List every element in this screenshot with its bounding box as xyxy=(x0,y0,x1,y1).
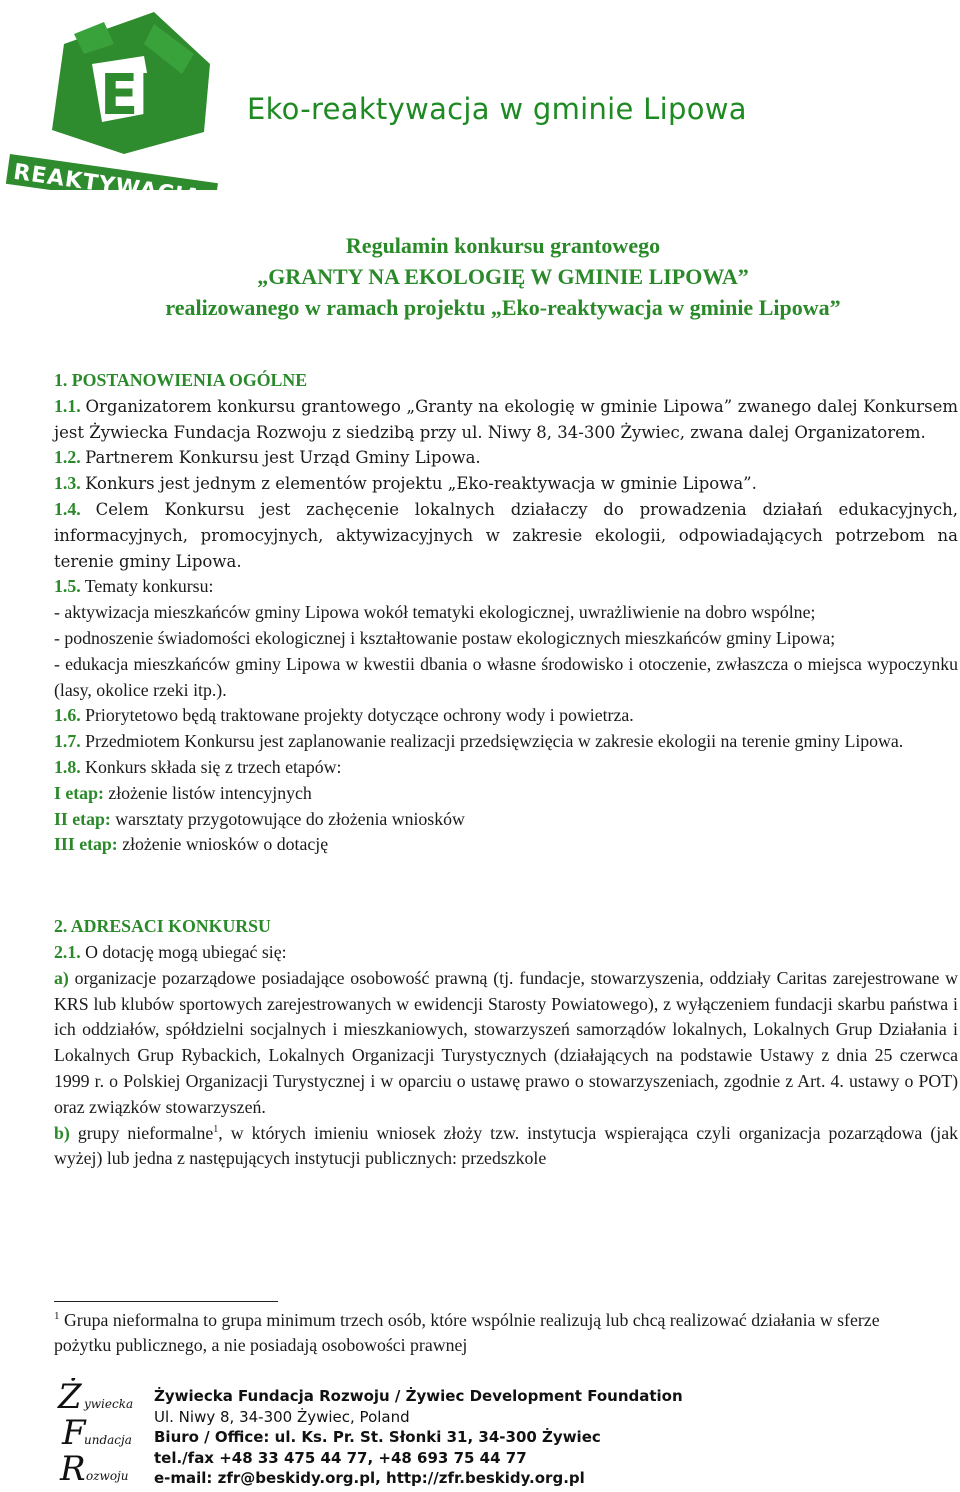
applicant-b: b) grupy nieformalne$^1$, w których imieniu wniosek złoży tzw. instytucja wspierająca czyli organizacja pozarządowa (jak wyżej) lub jedna z następujących instytucji publicznych: przedszkole xyxy=(54,1122,958,1169)
logo-letter: F xyxy=(62,1413,86,1453)
logo-word: undacja xyxy=(84,1433,132,1447)
footer-contact xyxy=(154,1386,683,1489)
logo-letter: Ż xyxy=(58,1378,82,1417)
topic-item-2: - podnoszenie świadomości ekologicznej i kształtowanie postaw ekologicznych mieszkańców gminy Lipowa; xyxy=(54,627,836,648)
footnote-separator xyxy=(54,1301,278,1302)
svg-text:REAKTYWACJA: REAKTYWACJA xyxy=(11,159,204,190)
paragraph-1-8: 1.8. Konkurs składa się z trzech etapów: xyxy=(54,756,342,777)
svg-text:EK: EK xyxy=(100,63,182,128)
section-1-heading: 1. POSTANOWIENIA OGÓLNE xyxy=(54,370,308,390)
document-title xyxy=(0,230,960,323)
paragraph-1-3: 1.3. Konkurs jest jednym z elementów projektu „Eko-reaktywacja w gminie Lipowa”. xyxy=(54,473,757,494)
paragraph-2-1: 2.1. O dotację mogą ubiegać się: xyxy=(54,941,287,962)
footer-phone: tel./fax +48 33 475 44 77, +48 693 75 44 77 xyxy=(154,1448,527,1467)
stage-2: II etap: warsztaty przygotowujące do złożenia wniosków xyxy=(54,808,465,829)
zfr-logo xyxy=(56,1378,142,1486)
section-2-heading: 2. ADRESACI KONKURSU xyxy=(54,916,271,937)
footer-email-website[interactable]: e-mail: zfr@beskidy.org.pl, http://zfr.beskidy.org.pl xyxy=(154,1469,585,1487)
document-body xyxy=(54,368,958,1172)
topic-item-1: - aktywizacja mieszkańców gminy Lipowa wokół tematyki ekologicznej, uwrażliwienie na dobro wspólne; xyxy=(54,602,816,623)
paragraph-1-5: 1.5. Tematy konkursu: xyxy=(54,576,214,597)
logo-letter: R xyxy=(60,1449,86,1486)
paragraph-1-2: 1.2. Partnerem Konkursu jest Urząd Gminy Lipowa. xyxy=(54,447,481,468)
document-title-line-1: Regulamin konkursu grantowego xyxy=(345,233,661,258)
paragraph-1-6: 1.6. Priorytetowo będą traktowane projekty dotyczące ochrony wody i powietrza. xyxy=(54,705,634,726)
footnote xyxy=(54,1308,934,1358)
footnote-mark: 1 xyxy=(54,1310,60,1323)
paragraph-1-7: 1.7. Przedmiotem Konkursu jest zaplanowanie realizacji przedsięwzięcia w zakresie ekologii na terenie gminy Lipowa. xyxy=(54,731,904,752)
spacer xyxy=(54,858,958,884)
header-title: Eko-reaktywacja w gminie Lipowa xyxy=(247,92,747,126)
logo-word: ozwoju xyxy=(86,1469,129,1483)
footnote-text: Grupa nieformalna to grupa minimum trzech osób, które wspólnie realizują lub chcą realizować działania w sferze pożytku publicznego, a nie posiadają osobowości prawnej xyxy=(54,1310,880,1355)
stage-3: III etap: złożenie wniosków o dotację xyxy=(54,834,329,855)
logo-word: ywiecka xyxy=(84,1397,134,1411)
footer-organization: Żywiecka Fundacja Rozwoju / Żywiec Development Foundation xyxy=(154,1387,683,1405)
footer-office: Biuro / Office: ul. Ks. Pr. St. Słonki 31, 34-300 Żywiec xyxy=(154,1428,601,1446)
document-title-line-2: „GRANTY NA EKOLOGIĘ W GMINIE LIPOWA” xyxy=(257,264,749,289)
topic-item-3: - edukacja mieszkańców gminy Lipowa w kwestii dbania o własne środowisko i otoczenie, zwłaszcza o miejsca wypoczynku (lasy, okolice rzeki itp.). xyxy=(54,653,958,700)
stage-1: I etap: złożenie listów intencyjnych xyxy=(54,782,312,803)
spacer xyxy=(54,884,958,914)
eko-reaktywacja-logo xyxy=(4,4,226,190)
footnote-reference[interactable]: 1 xyxy=(213,1123,219,1135)
paragraph-1-1: 1.1. Organizatorem konkursu grantowego „Granty na ekologię w gminie Lipowa” zwanego dalej Konkursem jest Żywiecka Fundacja Rozwoju z siedzibą przy ul. Niwy 8, 34-300 Żywiec, zwana dalej Organizatorem. xyxy=(54,395,958,442)
applicant-a: a) organizacje pozarządowe posiadające osobowość prawną (tj. fundacje, stowarzyszenia, oddziały Caritas zarejestrowane w KRS lub klubów sportowych zarejestrowanych w ewidencji Starosty Powiatowego), z wyłączeniem fundacji skarbu państwa i ich oddziałów, spółdzielni socjalnych i mieszkaniowych, stowarzyszeń samorządów lokalnych, Lokalnych Grup Działania i Lokalnych Grup Rybackich, Lokalnych Organizacji Turystycznych (działających na podstawie Ustawy z dnia 25 czerwca 1999 r. o Polskiej Organizacji Turystycznej i w oparciu o ustawę prawo o stowarzyszeniach, zgodnie z Art. 4. ustawy o POT) oraz związków stowarzyszeń. xyxy=(54,967,958,1117)
paragraph-1-4: 1.4. Celem Konkursu jest zachęcenie lokalnych działaczy do prowadzenia działań edukacyjnych, informacyjnych, promocyjnych, aktywizacyjnych w zakresie ekologii, odpowiadających potrzebom na terenie gminy Lipowa. xyxy=(54,498,958,571)
document-title-line-3: realizowanego w ramach projektu „Eko-reaktywacja w gminie Lipowa” xyxy=(165,295,841,320)
footer-address: Ul. Niwy 8, 34-300 Żywiec, Poland xyxy=(154,1407,410,1426)
